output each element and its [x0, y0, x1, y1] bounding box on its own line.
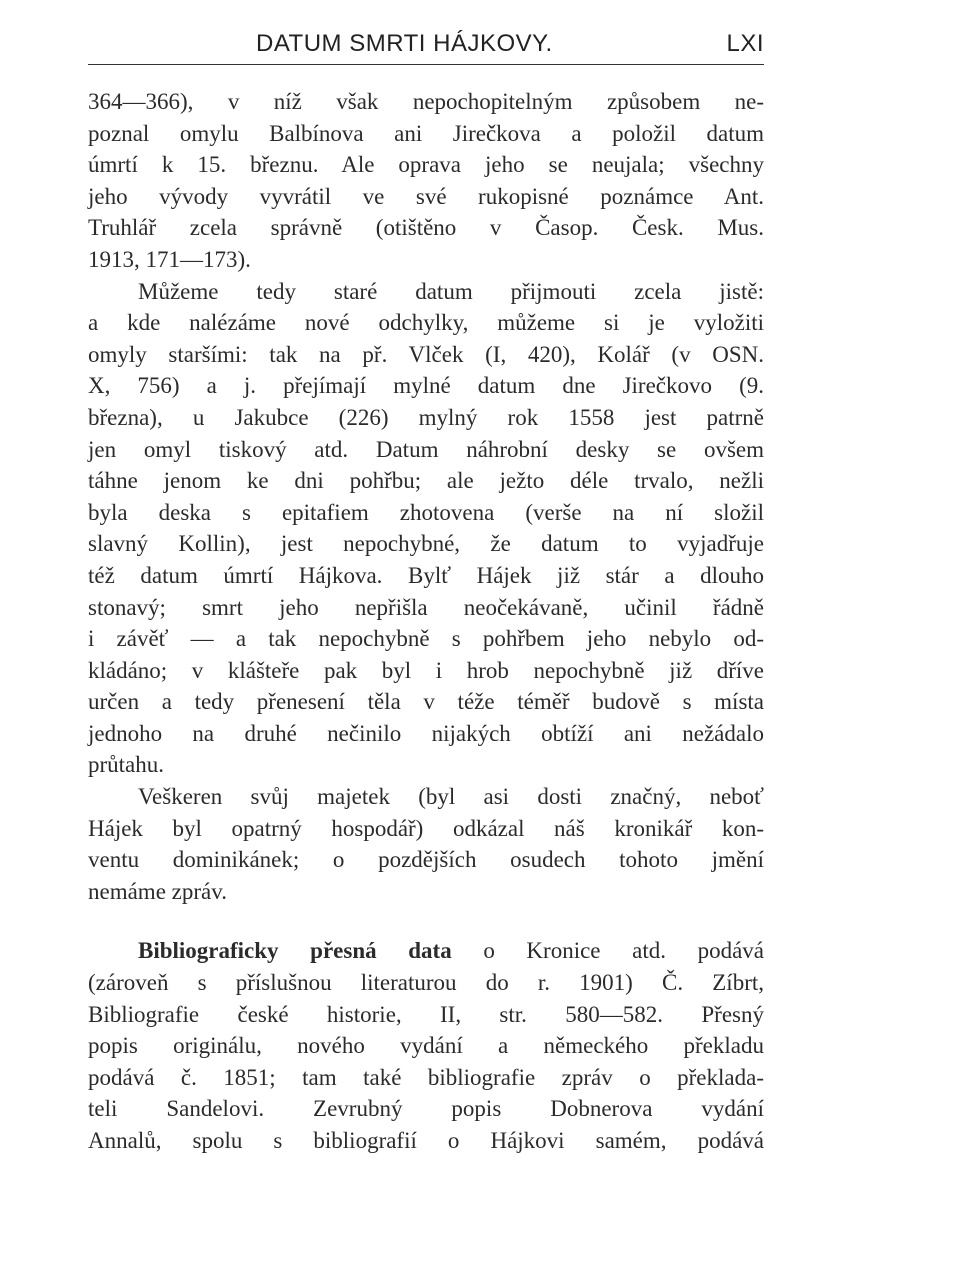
paragraph-3 — [88, 781, 764, 907]
text-line: Bibliografie české historie, II, str. 580—582. Přesný — [88, 1001, 764, 1027]
running-title: DATUM SMRTI HÁJKOVY. — [256, 30, 553, 57]
text-line: Truhlář zcela správně (otištěno v Časop. Česk. Mus. — [88, 215, 764, 241]
text-line: úmrtí k 15. březnu. Ale oprava jeho se neujala; všechny — [88, 152, 764, 178]
text-line: X, 756) a j. přejímají mylné datum dne Jirečkovo (9. — [88, 373, 764, 399]
text-line: nemáme zpráv. — [88, 878, 227, 904]
bold-lead: Bibliograficky přesná data — [138, 938, 452, 964]
paragraph-2 — [88, 276, 764, 782]
text-line: jen omyl tiskový atd. Datum náhrobní desky se ovšem — [88, 436, 764, 462]
text-line: 364—366), v níž však nepochopitelným způsobem ne- — [88, 89, 764, 114]
paragraph-1 — [88, 86, 764, 276]
text-line: jednoho na druhé nečinilo nijakých obtíží ani nežádalo — [88, 720, 764, 746]
text-line: Můžeme tedy staré datum přijmouti zcela jistě: — [138, 278, 764, 304]
lead-rest: o Kronice atd. podává — [451, 938, 765, 964]
text-line: kládáno; v klášteře pak byl i hrob nepochybně již dříve — [88, 657, 764, 683]
text-line: jeho vývody vyvrátil ve své rukopisné poznámce Ant. — [88, 183, 764, 209]
text-line: omyly staršími: tak na př. Vlček (I, 420), Kolář (v OSN. — [88, 341, 764, 367]
text-line: ventu dominikánek; o pozdějších osudech tohoto jmění — [88, 847, 764, 873]
header-rule — [88, 64, 764, 65]
text-line: též datum úmrtí Hájkova. Bylť Hájek již stár a dlouho — [88, 562, 764, 588]
text-line: táhne jenom ke dni pohřbu; ale ježto déle trvalo, nežli — [88, 468, 764, 494]
section-gap — [88, 907, 764, 935]
text-line: byla deska s epitafiem zhotovena (verše na ní složil — [88, 499, 764, 525]
body-text — [88, 86, 764, 1157]
text-line: podává č. 1851; tam také bibliografie zpráv o překlada- — [88, 1064, 764, 1090]
page-number: LXI — [726, 30, 764, 57]
text-line — [88, 935, 764, 967]
text-line: a kde nalézáme nové odchylky, můžeme si je vyložiti — [88, 310, 764, 336]
text-line: průtahu. — [88, 752, 165, 778]
running-header — [88, 22, 764, 66]
text-line: Annalů, spolu s bibliografií o Hájkovi samém, podává — [88, 1128, 764, 1153]
text-line: Hájek byl opatrný hospodář) odkázal náš kronikář kon- — [88, 815, 764, 841]
text-line: i závěť — a tak nepochybně s pohřbem jeho nebylo od- — [88, 626, 764, 652]
text-line: popis originálu, nového vydání a německého překladu — [88, 1033, 764, 1059]
text-line: Veškeren svůj majetek (byl asi dosti značný, neboť — [138, 784, 764, 810]
text-line: března), u Jakubce (226) mylný rok 1558 jest patrně — [88, 404, 764, 430]
text-line: slavný Kollin), jest nepochybné, že datum to vyjadřuje — [88, 531, 764, 557]
text-line: teli Sandelovi. Zevrubný popis Dobnerova vydání — [88, 1096, 764, 1122]
text-line: 1913, 171—173). — [88, 246, 251, 272]
paragraph-bibliography — [88, 935, 764, 1156]
text-line: (zároveň s příslušnou literaturou do r. 1901) Č. Zíbrt, — [88, 970, 764, 996]
text-line: stonavý; smrt jeho nepřišla neočekávaně, učinil řádně — [88, 594, 764, 620]
text-line: určen a tedy přenesení těla v téže téměř budově s místa — [88, 689, 764, 715]
text-line: poznal omylu Balbínova ani Jirečkova a položil datum — [88, 120, 764, 146]
